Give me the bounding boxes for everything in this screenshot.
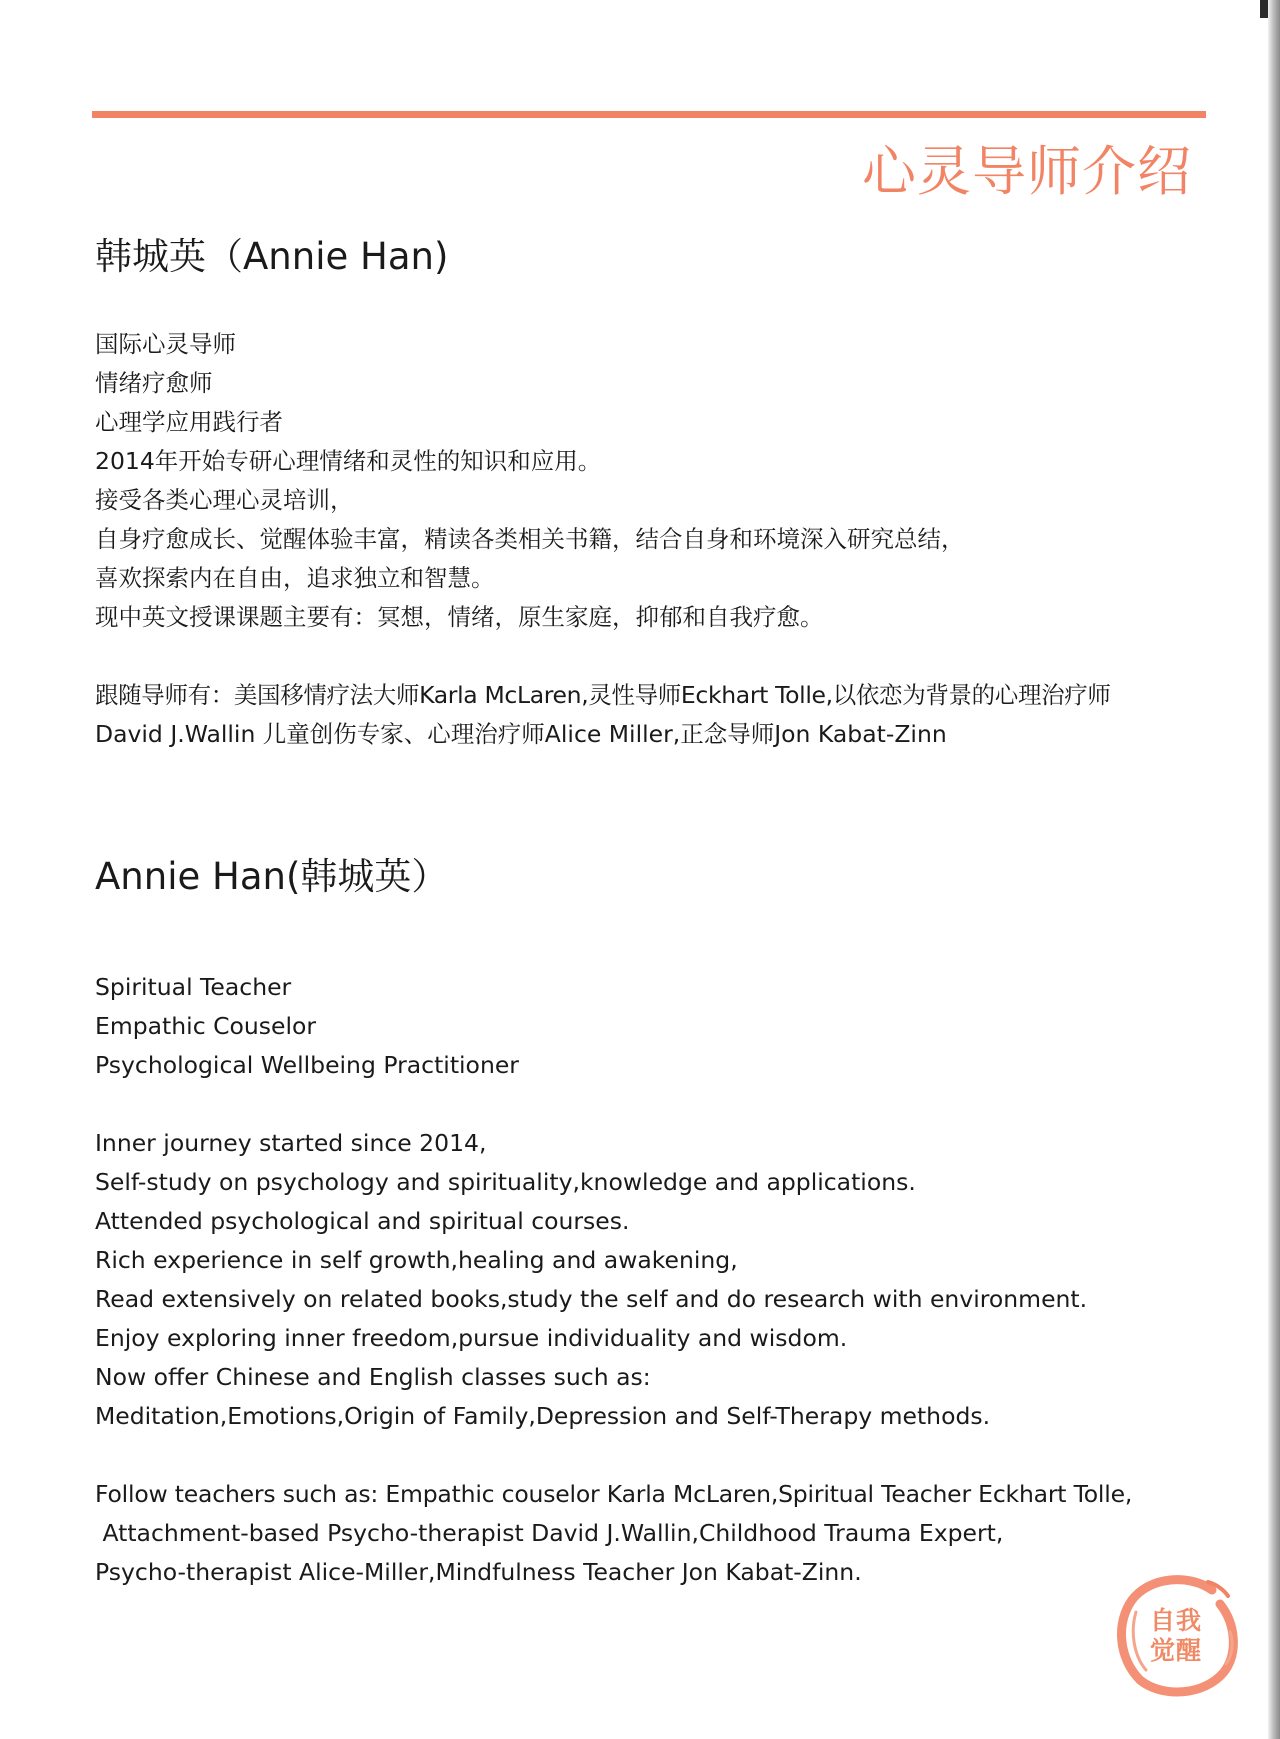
teachers-line: Follow teachers such as: Empathic couselor Karla McLaren,Spiritual Teacher Eckhart Tolle, xyxy=(95,1480,1133,1508)
roles-english xyxy=(95,968,519,1085)
bio-line: Enjoy exploring inner freedom,pursue individuality and wisdom. xyxy=(95,1324,848,1352)
teachers-line: Attachment-based Psycho-therapist David J.Wallin,Childhood Trauma Expert, xyxy=(95,1519,1004,1547)
page-edge-shadow xyxy=(1268,0,1280,1739)
stamp-line: 自我 xyxy=(1149,1606,1202,1635)
bio-english xyxy=(95,1124,1087,1436)
stamp-text xyxy=(1112,1606,1240,1666)
teachers-english xyxy=(95,1475,1132,1592)
header-rule xyxy=(92,111,1206,118)
teachers-chinese xyxy=(95,676,1111,754)
bio-line: 现中英文授课课题主要有：冥想，情绪，原生家庭，抑郁和自我疗愈。 xyxy=(95,603,824,631)
brand-stamp-logo xyxy=(1112,1572,1242,1700)
bio-chinese xyxy=(95,325,965,637)
bio-line: 自身疗愈成长、觉醒体验丰富，精读各类相关书籍，结合自身和环境深入研究总结， xyxy=(95,525,965,553)
role-line: Spiritual Teacher xyxy=(95,973,292,1001)
bio-line: 心理学应用践行者 xyxy=(95,408,283,436)
bio-line: 喜欢探索内在自由，追求独立和智慧。 xyxy=(95,564,495,592)
teachers-line: 跟随导师有：美国移情疗法大师Karla McLaren,灵性导师Eckhart Tolle,以依恋为背景的心理治疗师 xyxy=(95,681,1111,709)
teachers-line: David J.Wallin 儿童创伤专家、心理治疗师Alice Miller,正念导师Jon Kabat-Zinn xyxy=(95,720,947,748)
role-line: Empathic Couselor xyxy=(95,1012,317,1040)
name-heading-english: Annie Han(韩城英） xyxy=(95,855,449,898)
bio-line: Read extensively on related books,study the self and do research with environment. xyxy=(95,1285,1088,1313)
bio-line: 国际心灵导师 xyxy=(95,330,236,358)
bio-line: Self-study on psychology and spirituality,knowledge and applications. xyxy=(95,1168,916,1196)
bio-line: Now offer Chinese and English classes such as: xyxy=(95,1363,651,1391)
stamp-line: 觉醒 xyxy=(1149,1636,1202,1665)
role-line: Psychological Wellbeing Practitioner xyxy=(95,1051,519,1079)
bio-line: 接受各类心理心灵培训， xyxy=(95,486,354,514)
bio-line: Attended psychological and spiritual courses. xyxy=(95,1207,630,1235)
name-heading-chinese: 韩城英（Annie Han) xyxy=(95,235,449,278)
page-edge-notch xyxy=(1260,0,1268,18)
bio-line: 2014年开始专研心理情绪和灵性的知识和应用。 xyxy=(95,447,602,475)
bio-line: Meditation,Emotions,Origin of Family,Depression and Self-Therapy methods. xyxy=(95,1402,991,1430)
bio-line: Inner journey started since 2014, xyxy=(95,1129,487,1157)
bio-line: 情绪疗愈师 xyxy=(95,369,213,397)
bio-line: Rich experience in self growth,healing and awakening, xyxy=(95,1246,738,1274)
section-title: 心灵导师介绍 xyxy=(862,140,1192,203)
teachers-line: Psycho-therapist Alice-Miller,Mindfulness Teacher Jon Kabat-Zinn. xyxy=(95,1558,862,1586)
